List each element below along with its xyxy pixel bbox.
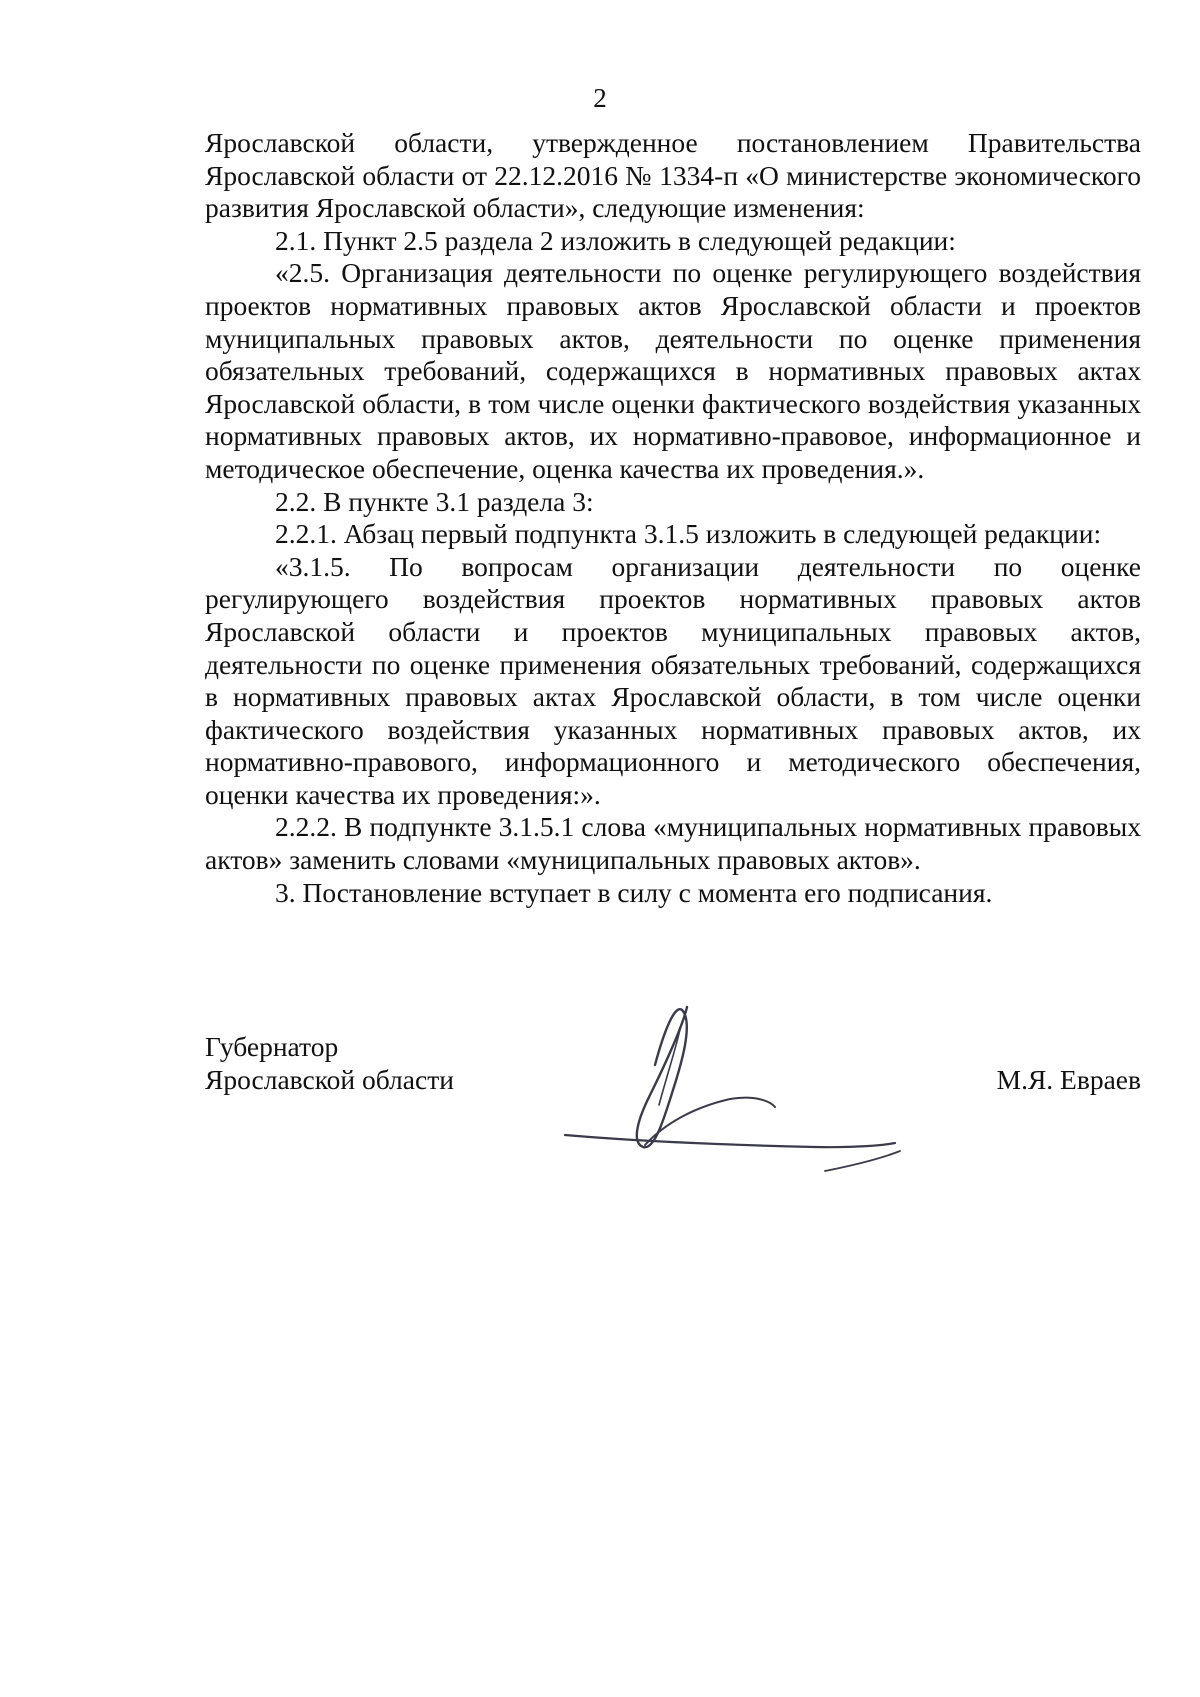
signature-stroke-loop (637, 1007, 687, 1147)
signatory-position-line1: Губернатор (205, 1031, 339, 1062)
handwritten-signature (555, 995, 935, 1175)
paragraph-2-2-1: 2.2.1. Абзац первый подпункта 3.1.5 изложить в следующей редакции: (275, 518, 1102, 550)
signatory-position (205, 1030, 454, 1096)
paragraph-3-1-5-quote: «3.1.5. По вопросам организации деятельности по оценке регулирующего воздействия проектов нормативных правовых актов Ярославской области и проектов муниципальных правовых актов, деятельности по оценке применения обязательных требований, содержащихся в нормативных правовых актах Ярославской области, в том числе оценки фактического воздействия указанных нормативных правовых актов, их нормативно-правового, информационного и методического обеспечения, оценки качества их проведения:». (205, 550, 1141, 810)
signature-stroke-tail (825, 1151, 900, 1171)
paragraph-2-5-quote: «2.5. Организация деятельности по оценке регулирующего воздействия проектов нормативных правовых актов Ярославской области и проектов муниципальных правовых актов, деятельности по оценке применения обязательных требований, содержащихся в нормативных правовых актах Ярославской области, в том числе оценки фактического воздействия указанных нормативных правовых актов, их нормативно-правовое, информационное и методическое обеспечение, оценка качества их проведения.». (205, 257, 1141, 484)
document-body (205, 127, 1141, 909)
paragraph-2-1: 2.1. Пункт 2.5 раздела 2 изложить в следующей редакции: (275, 224, 956, 256)
signature-stroke-baseline (565, 1135, 895, 1147)
paragraph-3: 3. Постановление вступает в силу с момента его подписания. (275, 876, 993, 908)
paragraph-2-2-2: 2.2.2. В подпункте 3.1.5.1 слова «муниципальных нормативных правовых актов» заменить словами «муниципальных правовых актов». (205, 811, 1141, 876)
paragraph-2-2: 2.2. В пункте 3.1 раздела 3: (275, 485, 594, 517)
signatory-name: М.Я. Евраев (996, 1064, 1141, 1095)
paragraph-continuation: Ярославской области, утвержденное постановлением Правительства Ярославской области от 22.12.2016 № 1334-п «О министерстве экономического развития Ярославской области», следующие изменения: (205, 127, 1141, 224)
page-number: 2 (593, 83, 607, 113)
signature-stroke-hook (645, 1098, 775, 1145)
signatory-position-line2: Ярославской области (205, 1064, 454, 1095)
